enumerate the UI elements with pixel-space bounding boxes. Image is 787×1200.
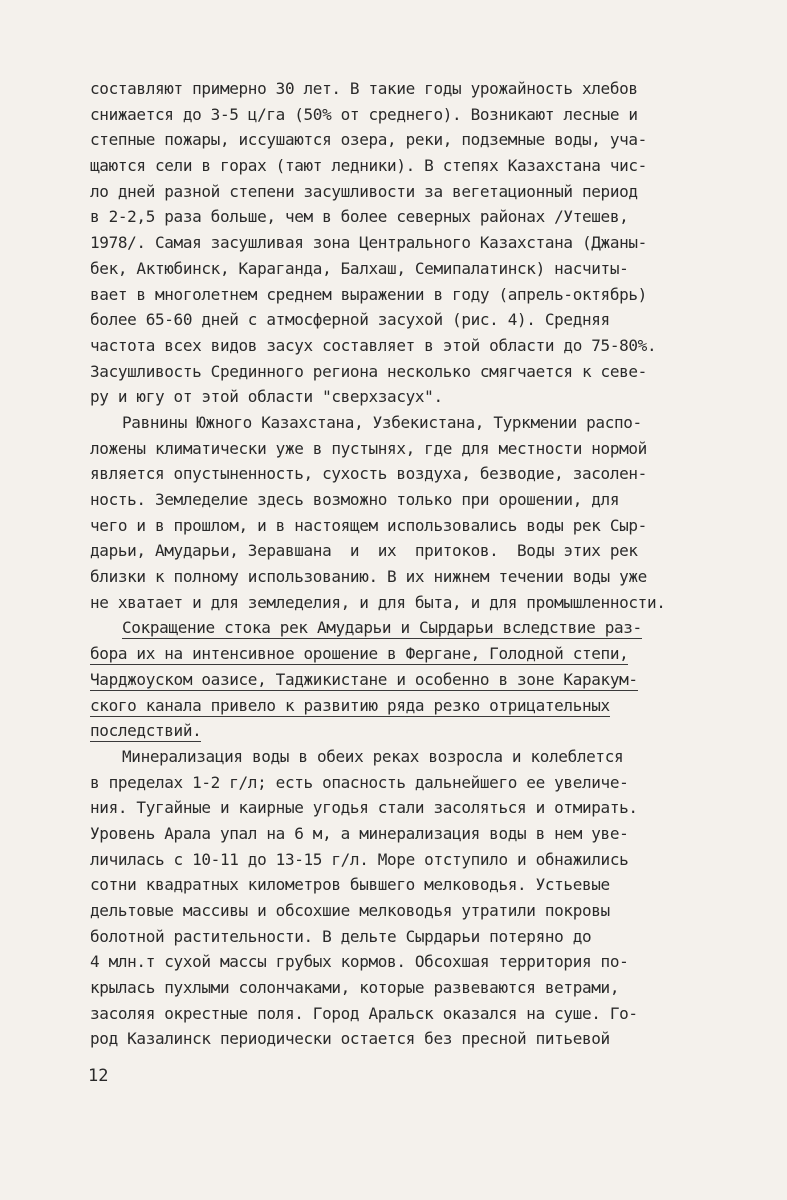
text-line	[90, 538, 740, 564]
text-line-content: Минерализация воды в обеих реках возросла и колеблется	[122, 746, 624, 766]
text-line	[90, 847, 740, 873]
text-line-content: ность. Земледелие здесь возможно только при орошении, для	[90, 490, 620, 509]
text-line-content: 4 млн.т сухой массы грубых кормов. Обсохшая территория по-	[90, 952, 629, 972]
text-line	[90, 204, 740, 230]
text-line	[90, 153, 740, 179]
text-line-content: в 2-2,5 раза больше, чем в более северных районах /Утешев,	[90, 207, 629, 227]
text-line-content: 1978/. Самая засушливая зона Центрального Казахстана (Джаны-	[90, 233, 647, 253]
text-line	[90, 770, 740, 796]
text-line-content: личилась с 10-11 до 13-15 г/л. Море отступило и обнажились	[90, 849, 629, 869]
text-line	[90, 898, 740, 924]
text-line-content: близки к полному использованию. В их нижнем течении воды уже	[90, 567, 647, 587]
text-line	[90, 333, 740, 359]
text-line-content: чего и в прошлом, и в настоящем использовались воды рек Сыр-	[90, 515, 647, 535]
text-line	[90, 179, 740, 205]
text-line-content: щаются сели в горах (тают ледники). В степях Казахстана чис-	[90, 156, 647, 176]
text-line-content: дарьи, Амударьи, Зеравшана и их притоков. Воды этих рек	[90, 541, 638, 561]
text-line	[90, 924, 740, 950]
text-line-content: снижается до 3-5 ц/га (50% от среднего). Возникают лесные и	[90, 104, 638, 124]
text-line-content: сотни квадратных километров бывшего мелководья. Устьевые	[90, 875, 610, 895]
text-line-content: бора их на интенсивное орошение в Фергане, Голодной степи,	[90, 644, 629, 664]
text-line-content: не хватает и для земледелия, и для быта, и для промышленности.	[90, 592, 666, 612]
text-line-content: Равнины Южного Казахстана, Узбекистана, Туркмении распо-	[122, 412, 642, 432]
text-line-content: ло дней разной степени засушливости за вегетационный период	[90, 181, 638, 201]
text-line	[90, 744, 740, 770]
text-line	[90, 127, 740, 153]
text-line-content: в пределах 1-2 г/л; есть опасность дальнейшего ее увеличе-	[90, 772, 629, 792]
text-line-content: засоляя окрестные поля. Город Аральск оказался на суше. Го-	[90, 1003, 638, 1023]
text-line	[90, 615, 740, 641]
text-line	[90, 872, 740, 898]
text-line-content: ского канала привело к развитию ряда резко отрицательных	[90, 695, 610, 715]
text-line-content: частота всех видов засух составляет в этой области до 75-80%.	[90, 335, 657, 355]
text-line	[90, 359, 740, 385]
text-line-content: последствий.	[90, 721, 202, 741]
text-line	[90, 641, 740, 667]
text-line	[90, 718, 740, 744]
body-text	[90, 76, 740, 1052]
text-line-content: род Казалинск периодически остается без пресной питьевой	[90, 1029, 610, 1049]
text-line-content: Сокращение стока рек Амударьи и Сырдарьи вследствие раз-	[122, 618, 642, 638]
text-line-content: болотной растительности. В дельте Сырдарьи потеряно до	[90, 926, 592, 946]
text-line-content: крылась пухлыми солончаками, которые развеваются ветрами,	[90, 978, 620, 998]
text-line-content: степные пожары, иссушаются озера, реки, подземные воды, уча-	[90, 130, 647, 150]
text-line	[90, 436, 740, 462]
text-line	[90, 307, 740, 333]
text-line	[90, 256, 740, 282]
text-line	[90, 795, 740, 821]
text-line-content: Засушливость Срединного региона несколько смягчается к севе-	[90, 361, 647, 381]
text-line-content: дельтовые массивы и обсохшие мелководья утратили покровы	[90, 901, 610, 920]
text-line	[90, 513, 740, 539]
text-line	[90, 76, 740, 102]
text-line-content: бек, Актюбинск, Караганда, Балхаш, Семипалатинск) насчиты-	[90, 258, 629, 278]
page-number: 12	[88, 1066, 109, 1086]
text-line	[90, 975, 740, 1001]
text-line	[90, 384, 740, 410]
text-line	[90, 949, 740, 975]
text-line	[90, 1001, 740, 1027]
text-line-content: составляют примерно 30 лет. В такие годы урожайность хлебов	[90, 79, 638, 98]
text-line	[90, 590, 740, 616]
text-line	[90, 564, 740, 590]
text-line-content: более 65-60 дней с атмосферной засухой (рис. 4). Средняя	[90, 310, 610, 330]
text-line	[90, 667, 740, 693]
text-line-content: ложены климатически уже в пустынях, где для местности нормой	[90, 438, 647, 458]
text-line	[90, 821, 740, 847]
text-line-content: является опустыненность, сухость воздуха, безводие, засолен-	[90, 464, 647, 484]
text-line	[90, 487, 740, 513]
text-line	[90, 410, 740, 436]
text-line	[90, 282, 740, 308]
text-line-content: Уровень Арала упал на 6 м, а минерализация воды в нем уве-	[90, 823, 629, 843]
text-line	[90, 230, 740, 256]
text-line-content: ния. Тугайные и каирные угодья стали засоляться и отмирать.	[90, 798, 638, 818]
text-line	[90, 693, 740, 719]
text-line-content: ру и югу от этой области "сверхзасух".	[90, 387, 443, 407]
text-line	[90, 461, 740, 487]
text-line	[90, 1026, 740, 1052]
text-line-content: Чарджоуском оазисе, Таджикистане и особенно в зоне Каракум-	[90, 669, 638, 689]
text-line	[90, 102, 740, 128]
text-line-content: вает в многолетнем среднем выражении в году (апрель-октябрь)	[90, 284, 647, 304]
